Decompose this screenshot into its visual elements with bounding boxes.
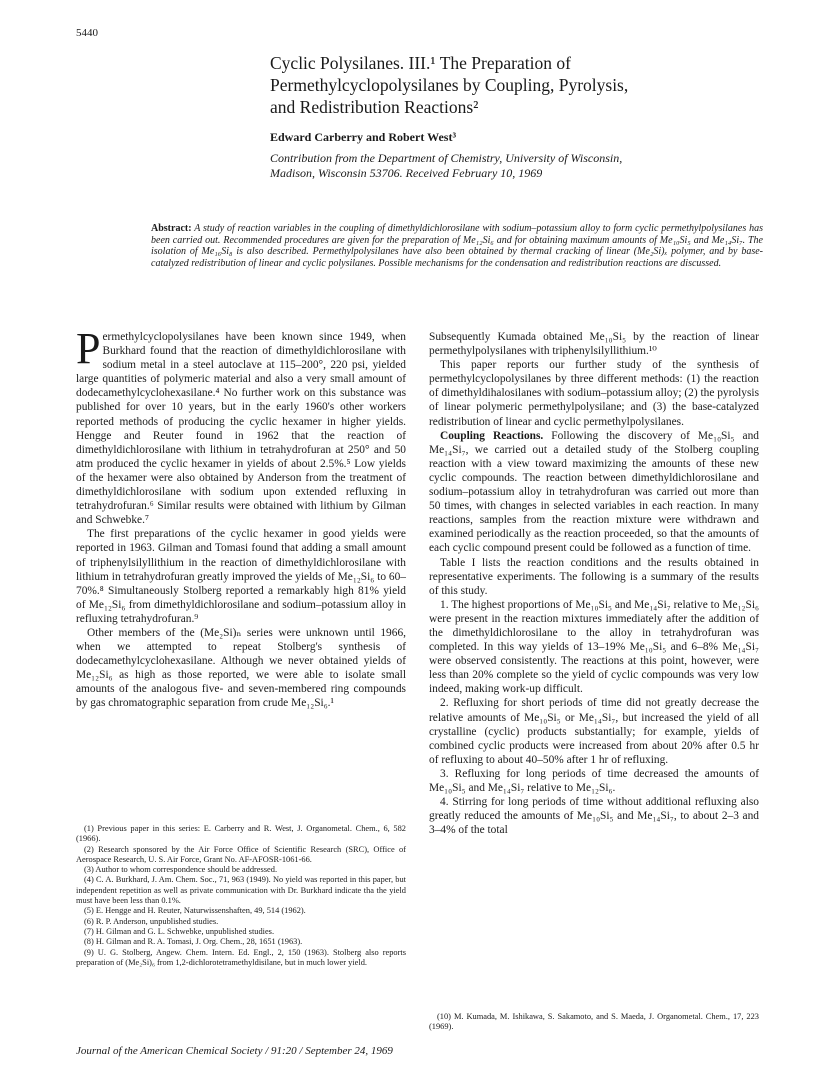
title-line-1: Cyclic Polysilanes. III.¹ The Preparation of [270, 53, 571, 73]
title-line-2: Permethylcyclopolysilanes by Coupling, Pyrolysis, [270, 75, 629, 95]
affiliation-line-1: Contribution from the Department of Chemistry, University of Wisconsin, [270, 151, 623, 165]
authors: Edward Carberry and Robert West³ [270, 130, 457, 144]
section-heading-coupling: Coupling Reactions. [440, 429, 544, 442]
abstract-label: Abstract: [151, 223, 192, 234]
intro-paragraph-1 [76, 324, 406, 527]
result-item-3: 3. Refluxing for long periods of time decreased the amounts of Me₁₀Si₅ and Me₁₄Si₇ relative to Me₁₂Si₆. [429, 767, 759, 794]
result-item-4: 4. Stirring for long periods of time without additional refluxing also greatly reduced the amounts of Me₁₀Si₅ and Me₁₄Si₇, to about 2–3 and 3–4% of the total [429, 796, 759, 837]
footnote: (1) Previous paper in this series: E. Carberry and R. West, J. Organometal. Chem., 6, 582 (1966). [76, 824, 406, 844]
article-title [270, 52, 770, 118]
affiliation-line-2: Madison, Wisconsin 53706. Received February 10, 1969 [270, 166, 543, 180]
footnotes-left [76, 824, 406, 968]
coupling-paragraph-text: Following the discovery of Me₁₀Si₅ and Me₁₄Si₇, we carried out a detailed study of the Stolberg coupling reaction with a view toward maximizing the amounts of these new cyclic compounds. The reaction between dimethyldichlorosilane and sodium–potassium alloy in tetrahydrofuran was carried out more than 50 times, with changes in selected variables in each reaction. In many reactions, samples from the reaction mixture were withdrawn and examined periodically as the reaction proceeded, so that the amounts of each cyclic compound present could be followed as a function of time. [429, 429, 759, 555]
footnote: (2) Research sponsored by the Air Force Office of Scientific Research (SRC), Office of Aerospace Research, U. S. Air Force, Grant No. AF-AFOSR-1061-66. [76, 844, 406, 864]
right-column [429, 330, 759, 837]
coupling-paragraph [429, 429, 759, 556]
left-column [76, 324, 406, 711]
right-paragraph-4: Table I lists the reaction conditions and the results obtained in representative experiments. The following is a summary of the results of this study. [429, 556, 759, 597]
footnote: (5) E. Hengge and H. Reuter, Naturwissenshaften, 49, 514 (1962). [84, 906, 306, 916]
footnote: (7) H. Gilman and G. L. Schwebke, unpublished studies. [84, 926, 275, 936]
right-paragraph-2: This paper reports our further study of the synthesis of permethylcyclopolysilanes by three different methods: (1) the reaction of dimethyldihalosilanes with sodium–potassium alloy; (2) the pyrolysis of linear polymeric permethylpolysilane; and (3) the base-catalyzed redistribution of linear and cyclic permethylpolysilanes. [429, 359, 759, 428]
title-line-3: and Redistribution Reactions² [270, 97, 479, 117]
footnote: (6) R. P. Anderson, unpublished studies. [84, 916, 219, 926]
affiliation [270, 151, 770, 181]
footnote: (3) Author to whom correspondence should be addressed. [84, 865, 278, 875]
journal-footer: Journal of the American Chemical Society / 91:20 / September 24, 1969 [76, 1045, 393, 1057]
intro-paragraph-2: The first preparations of the cyclic hexamer in good yields were reported in 1963. Gilman and Tomasi found that adding a small amount of triphenylsilyllithium in the reaction of dimethyldichlorosilane with lithium in tetrahydrofuran greatly improved the yields of Me₁₂Si₆ to 60–70%.⁸ Simultaneously Stolberg reported a remarkably high 81% yield of Me₁₂Si₆ from dimethyldichlorosilane and sodium–potassium alloy in refluxing tetrahydrofuran.⁹ [76, 528, 406, 625]
result-item-2: 2. Refluxing for short periods of time did not greatly decrease the relative amounts of Me₁₀Si₅ or Me₁₄Si₇, but increased the yield of all crystalline (cyclic) products substantially; for example, yields of combined cyclic products were increased from about 20% after 0.5 hr of refluxing to about 40–50% after 1 hr of refluxing. [429, 697, 759, 766]
result-item-1: 1. The highest proportions of Me₁₀Si₅ and Me₁₄Si₇ relative to Me₁₂Si₆ were present in the reaction mixtures immediately after the addition of the dimethyldichlorosilane to the alloy in tetrahydrofuran was completed. In this way yields of 13–19% Me₁₀Si₅ and 6–8% Me₁₄Si₇ were observed consistently. The reactions at this point, however, were less than 20% complete so the yield of cyclic compounds was very low indeed, making work-up difficult. [429, 598, 759, 696]
page-number: 5440 [76, 27, 98, 39]
footnote: (9) U. G. Stolberg, Angew. Chem. Intern. Ed. Engl., 2, 150 (1963). Stolberg also reports preparation of (Me₂Si)₆ from 1,2-dichlorotetramethyldisilane, but in much lower yield. [76, 947, 406, 967]
abstract [151, 223, 763, 269]
abstract-text: A study of reaction variables in the coupling of dimethyldichlorosilane with sodium–potassium alloy to form cyclic permethylpolysilanes has been carried out. Recommended procedures are given for the preparation of Me₁₂Si₆ and for obtaining maximum amounts of Me₁₀Si₅ and Me₁₄Si₇. The isolation of Me₁₆Si₈ is also described. Permethylpolysilanes have also been obtained by thermal cracking of linear (Me₂Si)ₓ polymer, and by base-catalyzed redistribution of linear and cyclic polysilanes. Possible mechanisms for the condensation and redistribution reactions are discussed. [151, 223, 763, 269]
right-paragraph-1: Subsequently Kumada obtained Me₁₀Si₅ by the reaction of linear permethylpolysilanes with triphenylsilyllithium.¹⁰ [429, 331, 759, 358]
article-header [270, 52, 770, 181]
footnotes-right [429, 1012, 759, 1033]
footnote: (4) C. A. Burkhard, J. Am. Chem. Soc., 71, 963 (1949). No yield was reported in this paper, but independent repetition as well as private communication with Dr. Burkhard indicate tha the yield must have been less than 0.1%. [76, 875, 406, 906]
footnote: (10) M. Kumada, M. Ishikawa, S. Sakamoto, and S. Maeda, J. Organometal. Chem., 17, 223 (1969). [429, 1012, 759, 1032]
intro-paragraph-3: Other members of the (Me₂Si)ₙ series were unknown until 1966, when we attempted to repeat Stolberg's synthesis of dodecamethylcyclohexasilane. Although we never obtained yields of Me₁₂Si₆ as high as those reported, we were able to isolate small amounts of the analogous five- and seven-membered ring compounds by gas chromatographic separation from crude Me₁₂Si₆.¹ [76, 626, 406, 710]
intro-paragraph-1-text: ermethylcyclopolysilanes have been known since 1949, when Burkhard found that the reaction of dimethyldichlorosilane with sodium metal in a steel autoclave at 115–200°, 220 psi, yielded large quantities of polymeric material and also a very small amount of dodecamethylcyclohexasilane.⁴ No further work on this substance was published for over 10 years, but in the early 1960's other workers reported methods of producing the cyclic hexamer in higher yields. Hengge and Reuter found in 1962 that the reaction of dimethyldichlorosilane with lithium in tetrahydrofuran at 250° and 50 atm produced the cyclic hexamer in yields of about 2.5%.⁵ Low yields of the hexamer were also obtained by Anderson from the treatment of dimethyldichlorosilane with sodium upon extended refluxing in tetrahydrofuran.⁶ Similar results were obtained with lithium by Gilman and Schwebke.⁷ [76, 331, 406, 527]
drop-cap: P [76, 324, 101, 373]
footnote: (8) H. Gilman and R. A. Tomasi, J. Org. Chem., 28, 1651 (1963). [84, 937, 303, 947]
